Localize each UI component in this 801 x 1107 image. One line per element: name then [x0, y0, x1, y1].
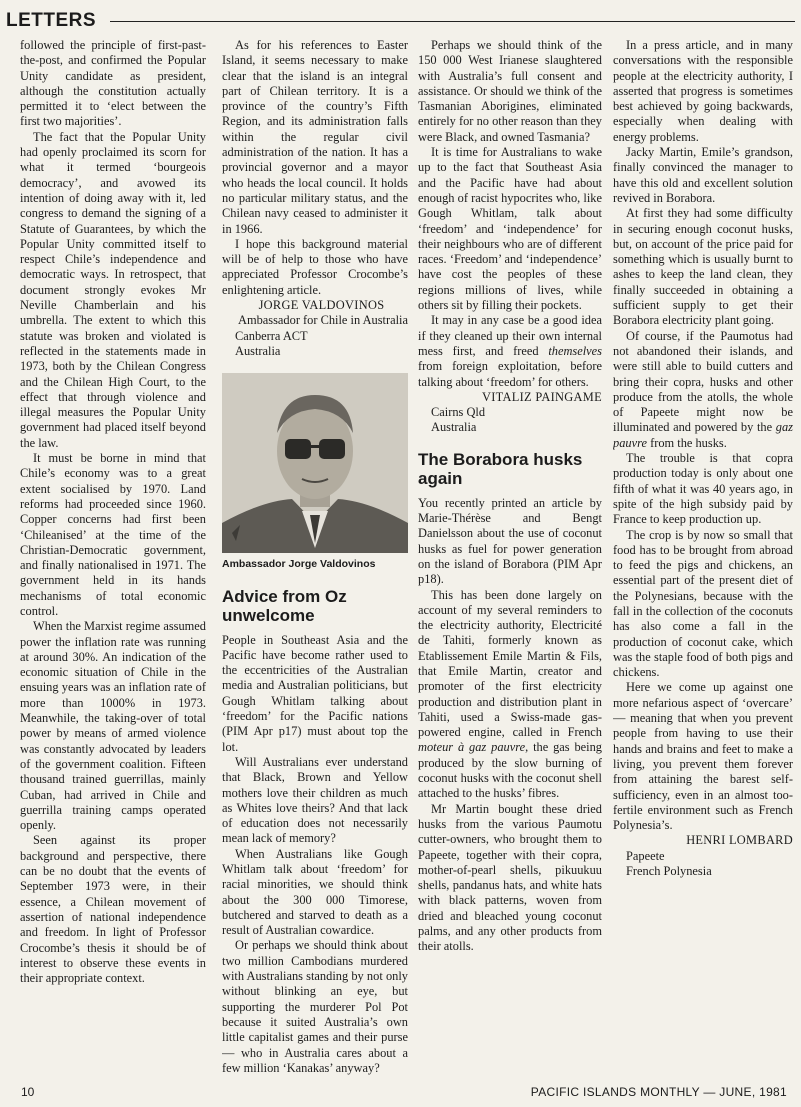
- letter3-paragraph: This has been done largely on account of my several reminders to the electricity authority, Electricité de Tahiti, formerly known as Etablissement Emile Martin & Fils, that Emile Martin, creator and promoter of the first electricity production and distribution plant in Tahiti, used a Swiss-made gas-powered engine, called in French moteur à gaz pauvre, the gas being produced by the slow burning of coconut husks with the coconut shell attached to the husks’ fibres.: [418, 587, 602, 801]
- publication-line: PACIFIC ISLANDS MONTHLY — JUNE, 1981: [530, 1085, 787, 1099]
- letter1-place-country: Australia: [235, 343, 281, 358]
- column-4: [613, 38, 793, 1077]
- letter3-signature: HENRI LOMBARD: [686, 833, 793, 848]
- letter1-paragraph: Seen against its proper background and perspective, there can be no doubt that the events of September 1973 were, in their essence, a Chilean movement of assertion of national independence and freedom. In light of Professor Crocombe’s thesis it should be of interest to observe these events in their appropriate context.: [20, 833, 206, 986]
- letter1-paragraph: I hope this background material will be of help to those who have appreciated Professor Crocombe’s enlightening article.: [222, 236, 408, 297]
- letter1-paragraph: followed the principle of first-past-the-post, and confirmed the Popular Unity candidate as president, although the constitution actually permitted it to ‘elect between the first two majorities’.: [20, 38, 206, 129]
- letter3-paragraph: Of course, if the Paumotus had not abandoned their islands, and were still able to build cutters and bring their copra, husks and other produce from the atolls, the whole of Papeete might now be illuminated and powered by the gaz pauvre from the husks.: [613, 328, 793, 450]
- letter2-place-country: Australia: [431, 420, 477, 435]
- letter3-paragraph: The trouble is that copra production today is only about one fifth of what it was 40 years ago, in spite of the high subsidy paid by France to keep production up.: [613, 451, 793, 527]
- letter3-paragraph: Here we come up against one more nefarious aspect of ‘overcare’ — meaning that when you prevent people from having to use their hands and brains and feet to make a living, you prevent them forever from attaining the barest self-sufficiency, even in an almost too-fertile environment such as French Polynesia’s.: [613, 680, 793, 833]
- letter2-paragraph: Will Australians ever understand that Black, Brown and Yellow mothers love their children as much as Whites love theirs? And that lack of education does not necessarily mean lack of memory?: [222, 754, 408, 846]
- section-title: LETTERS: [6, 10, 97, 31]
- letter1-paragraph: When the Marxist regime assumed power the inflation rate was running at around 30%. An indication of the economic situation of Chile in the ensuing years was an inflation rate of more than 1000% in 1973. Meanwhile, the taking-over of total power by means of armed violence was constantly advocated by leaders of the government coalition. Fifteen thousand trained guerrillas, mainly Cuban, had arrived in Chile and guerrilla training camps operated openly.: [20, 619, 206, 833]
- page-number: 10: [21, 1085, 35, 1099]
- masthead: [6, 8, 795, 32]
- letter2-paragraph: Perhaps we should think of the 150 000 West Irianese slaughtered with Australia’s full consent and assistance. Or should we think of the Tasmanian Aborigines, eliminated entirely for no other reason than they were Black, and owned Tasmania?: [418, 38, 602, 144]
- letter1-signature: JORGE VALDOVINOS: [258, 298, 385, 313]
- letter3-paragraph: Jacky Martin, Emile’s grandson, finally convinced the manager to have this old and excellent solution revived in Borabora.: [613, 145, 793, 205]
- letter2-paragraph: When Australians like Gough Whitlam talk about ‘freedom’ for racial minorities, we should think about the 300 000 Timorese, butchered and starved to death as a result of Australian cowardice.: [222, 846, 408, 938]
- letter3-paragraph: The crop is by now so small that food has to be brought from abroad to feed the pigs and chickens, an essential part of the present diet of the Polynesians, because with the fall in the collection of the coconuts has also come a fall in the production of coconut cake, which was the staple food of both pigs and chickens.: [613, 527, 793, 680]
- page-footer: [0, 1083, 801, 1103]
- column-3: [418, 38, 602, 1077]
- masthead-rule: [110, 21, 795, 22]
- letter2-headline: Advice from Oz unwelcome: [222, 586, 347, 625]
- column-1: [20, 38, 206, 1077]
- letter3-paragraph: Mr Martin bought these dried husks from the various Paumotu cutter-owners, who brought them to Papeete, together with their copra, mother-of-pearl shells, pikuukuu shells, pandanus hats, and white hats with black patterns, woven from dried and bleached young coconut palms, and any other products from their atolls.: [418, 801, 602, 954]
- letter1-paragraph: As for his references to Easter Island, it seems necessary to make clear that the island is an integral part of Chilean territory. It is a province of the country’s Fifth Region, and its administration falls within the regular civil administration of the nation. It has a provincial governor and a mayor who heads the local council. It holds no particular military status, and the Chilean navy ceased to administer it in 1966.: [222, 38, 408, 236]
- letter3-headline: The Borabora husks again: [418, 449, 583, 488]
- letter1-paragraph: The fact that the Popular Unity had openly proclaimed its scorn for what it termed ‘bourgeois democracy’, and avowed its intention of doing away with it, led congress to demand the signing of a Statute of Guarantees, by which the Popular Unity committed itself to respect Chile’s independence and democratic ways. In retrospect, that document strongly evokes Mr Neville Chamberlain and his umbrella. The extent to which this statute was broken and violated is reflected in the statements made in 1973, both by the Chilean Congress and the Chilean High Court, to the effect that through violence and illegal measures the Popular Unity government had placed itself beyond the law.: [20, 129, 206, 450]
- photo-caption: Ambassador Jorge Valdovinos: [222, 558, 376, 571]
- letter3-place-city: Papeete: [626, 848, 665, 863]
- letter2-paragraph: It may in any case be a good idea if they cleaned up their own internal mess first, and freed themselves from foreign exploitation, before talking about ‘freedom’ for others.: [418, 313, 602, 389]
- letter3-paragraph: At first they had some difficulty in securing enough coconut husks, but, on account of the price paid for something which is usually burnt to ashes to keep the land clean, they finally succeeded in obtaining a sufficient supply to get their Borabora electricity plant going.: [613, 206, 793, 328]
- letter1-place-city: Canberra ACT: [235, 328, 308, 343]
- letter2-paragraph: Or perhaps we should think about two million Cambodians murdered with Australians standing by not only without blinking an eye, but supporting the murderer Pol Pot because it suited Australia’s own little capitalist games and their purse — who in Australia cares about a few million ‘Kanakas’ anyway?: [222, 938, 408, 1075]
- letter2-signature: VITALIZ PAINGAME: [481, 389, 602, 404]
- letter2-place-city: Cairns Qld: [431, 405, 486, 420]
- letter1-paragraph: It must be borne in mind that Chile’s economy was to a great extent socialised by 1970. Land reforms had proceeded since 1960. Copper concerns had first been ‘Chileanised’ at the time of the Christian-Democratic government, and finally nationalised in 1971. The government held in its hands mechanisms of total economic control.: [20, 451, 206, 618]
- ambassador-photo: [222, 373, 408, 553]
- letter2-paragraph: People in Southeast Asia and the Pacific have become rather used to the eccentricities of the Australian media and Australian politicians, but Gough Whitlam talking about ‘freedom’ for the Pacific nations (PIM Apr p17) must about top the lot.: [222, 632, 408, 754]
- letter3-paragraph: In a press article, and in many conversations with the responsible people at the electricity authority, I asserted that progress is sometimes best achieved by going backwards, especially when dealing with energy problems.: [613, 38, 793, 144]
- letter3-paragraph: You recently printed an article by Marie-Thérèse and Bengt Danielsson about the use of coconut husks as fuel for power generation on the island of Borabora (PIM Apr p18).: [418, 495, 602, 587]
- letter3-place-country: French Polynesia: [626, 864, 712, 879]
- letter2-paragraph: It is time for Australians to wake up to the fact that Southeast Asia and the Pacific have had about enough of racist hypocrites who, like Gough Whitlam, talk about ‘freedom’ and ‘independence’ for their neighbours who are of different races. ‘Freedom’ and ‘independence’ have cost the peoples of these regions millions of lives, while others sit by filling their pockets.: [418, 145, 602, 313]
- column-2: [222, 38, 408, 1077]
- ambassador-portrait-image: [222, 373, 408, 553]
- letter1-title: Ambassador for Chile in Australia: [238, 313, 408, 328]
